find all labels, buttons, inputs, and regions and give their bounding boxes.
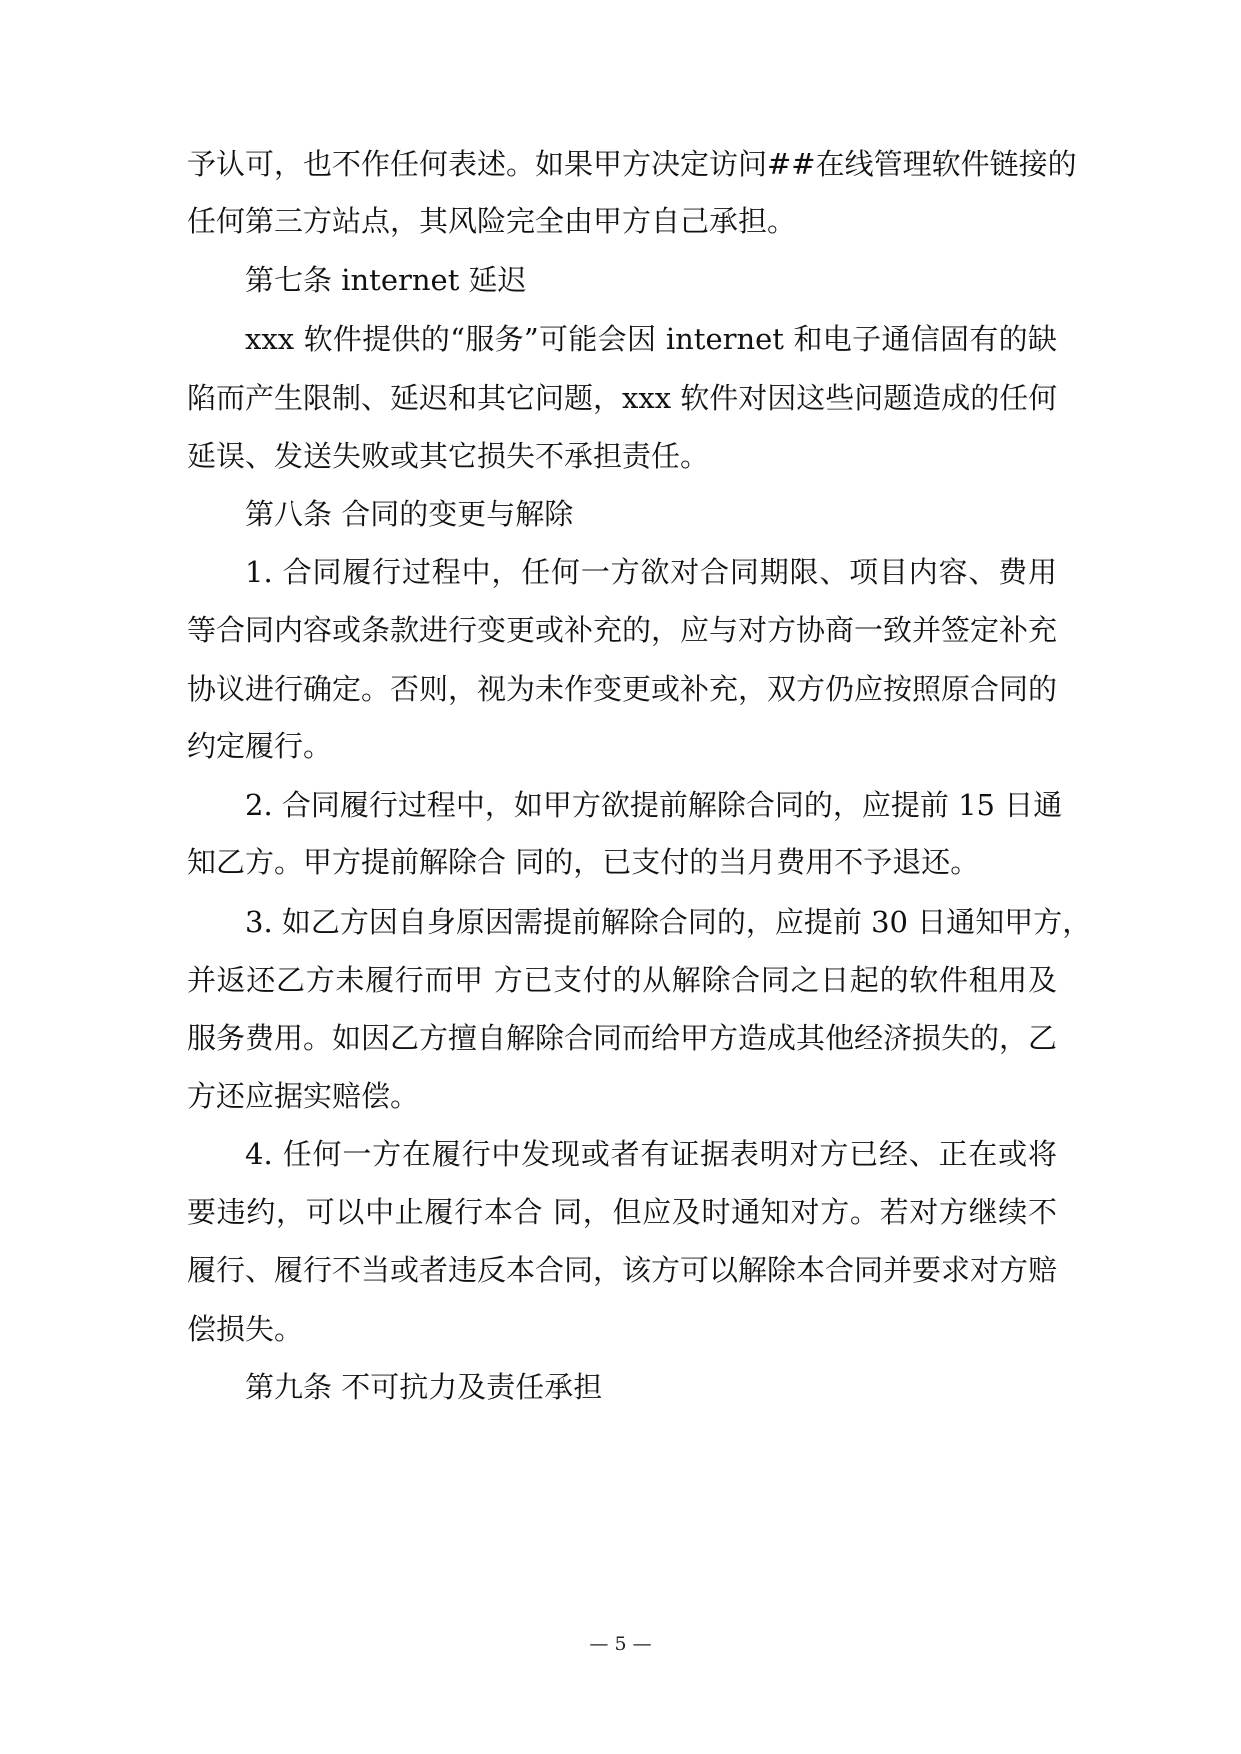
text-line: 予认可，也不作任何表述。如果甲方决定访问##在线管理软件链接的 bbox=[187, 147, 1077, 181]
page-number: — 5 — bbox=[589, 1633, 652, 1655]
text-line: 知乙方。甲方提前解除合 同的，已支付的当月费用不予退还。 bbox=[187, 845, 980, 879]
section-heading: 第七条 internet 延迟 bbox=[245, 263, 527, 297]
text-line: 偿损失。 bbox=[187, 1312, 304, 1346]
text-line: 方还应据实赔偿。 bbox=[187, 1079, 420, 1113]
text-line: 任何第三方站点，其风险完全由甲方自己承担。 bbox=[187, 204, 797, 238]
section-heading: 第九条 不可抗力及责任承担 bbox=[245, 1370, 603, 1404]
text-line: 1. 合同履行过程中，任何一方欲对合同期限、项目内容、费用 bbox=[245, 555, 1057, 589]
text-line: 履行、履行不当或者违反本合同，该方可以解除本合同并要求对方赔 bbox=[187, 1253, 1058, 1287]
text-line: 陷而产生限制、延迟和其它问题，xxx 软件对因这些问题造成的任何 bbox=[187, 381, 1058, 415]
text-line: 约定履行。 bbox=[187, 729, 333, 763]
text-line: 要违约，可以中止履行本合 同，但应及时通知对方。若对方继续不 bbox=[187, 1195, 1057, 1229]
text-line: 3. 如乙方因自身原因需提前解除合同的，应提前 30 日通知甲方， bbox=[245, 905, 1092, 939]
text-line: 2. 合同履行过程中，如甲方欲提前解除合同的，应提前 15 日通 bbox=[245, 788, 1063, 822]
text-line: 服务费用。如因乙方擅自解除合同而给甲方造成其他经济损失的，乙 bbox=[187, 1021, 1058, 1055]
section-heading: 第八条 合同的变更与解除 bbox=[245, 497, 574, 531]
text-line: 并返还乙方未履行而甲 方已支付的从解除合同之日起的软件租用及 bbox=[187, 963, 1057, 997]
text-line: 延误、发送失败或其它损失不承担责任。 bbox=[187, 439, 710, 473]
text-line: 协议进行确定。否则，视为未作变更或补充，双方仍应按照原合同的 bbox=[187, 672, 1058, 706]
text-line: xxx 软件提供的“服务”可能会因 internet 和电子通信固有的缺 bbox=[245, 322, 1057, 356]
text-line: 等合同内容或条款进行变更或补充的，应与对方协商一致并签定补充 bbox=[187, 613, 1058, 647]
text-line: 4. 任何一方在履行中发现或者有证据表明对方已经、正在或将 bbox=[245, 1137, 1057, 1171]
